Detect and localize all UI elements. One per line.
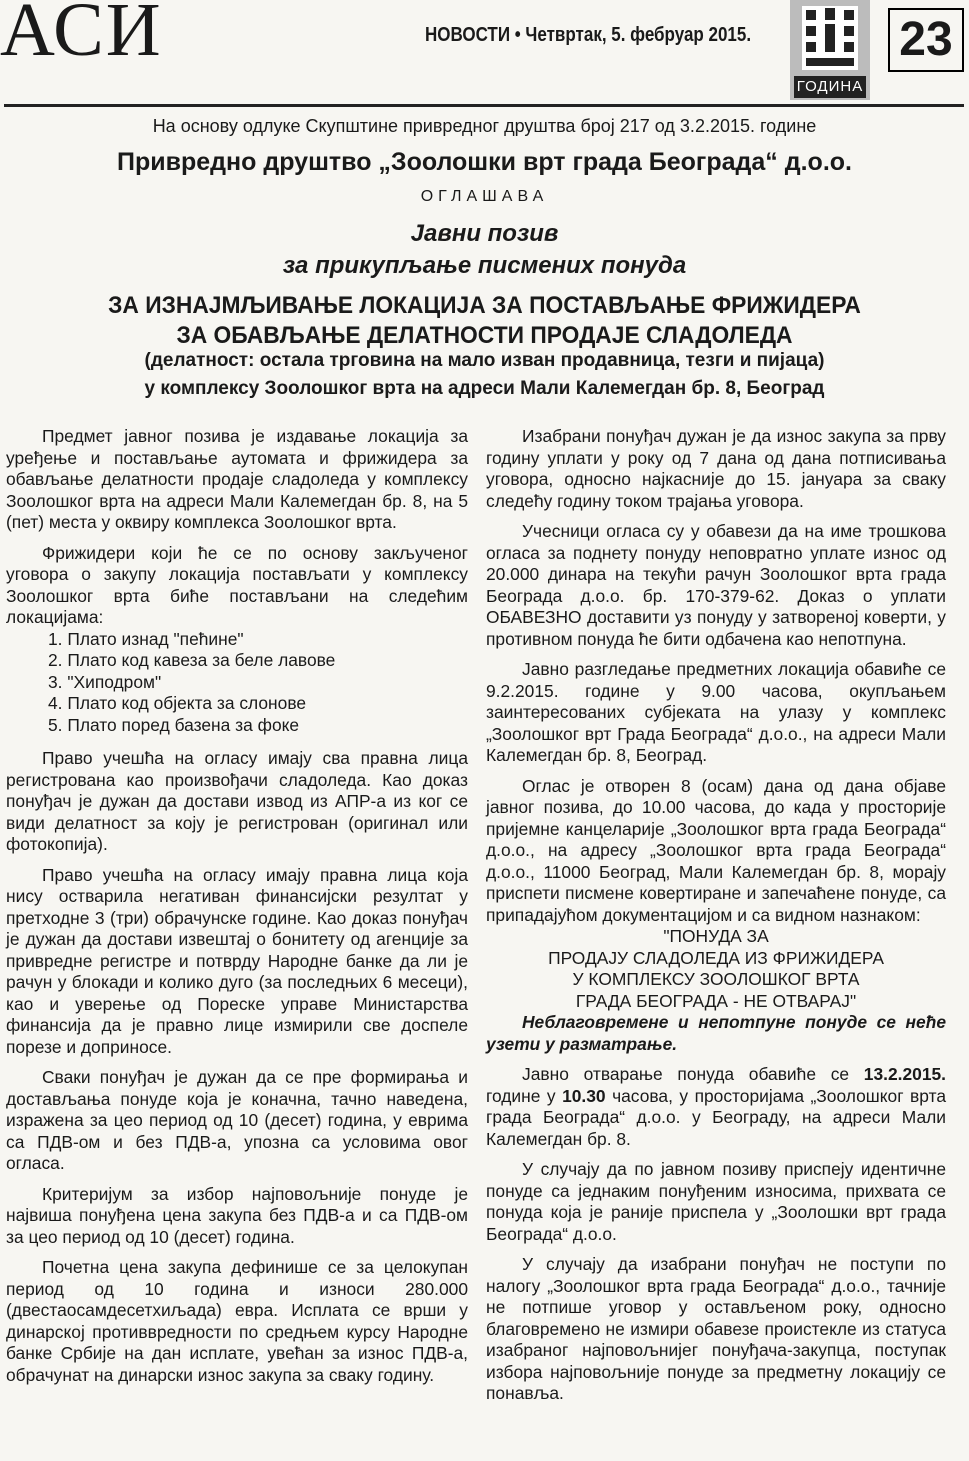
envelope-line: У КОМПЛЕКСУ ЗООЛОШКОГ ВРТА bbox=[572, 969, 860, 989]
list-item: 4. Плато код објекта за слонове bbox=[48, 693, 307, 713]
location-line: у комплексу Зоолошког врта на адреси Мали Калемегдан бр. 8, Београд bbox=[144, 378, 825, 399]
opening-text-b: године у bbox=[486, 1085, 563, 1106]
paragraph: У случају да изабрани понуђач не поступи по налогу „Зоолошког врта града Београда“ д.о.о., тачније не потпише уговор у остављеном року, односно благовремено не измири обавезе проистекле из статуса изабраног најповољнијег понуђача-закупца, поступак избора најповољније понуде за предметну локацију се понавља. bbox=[486, 1254, 946, 1403]
location-list bbox=[6, 629, 468, 737]
opening-text-a: Јавно отварање понуда обавиће се bbox=[522, 1064, 864, 1084]
paragraph: Фрижидери који ће се по основу закљученог уговора о закупу локација постављати у комплексу Зоолошког врта биће постављани на следећим локацијама: bbox=[6, 542, 468, 627]
list-item: 1. Плато изнад "пећине" bbox=[48, 628, 244, 649]
list-item: 2. Плато код кавеза за беле лавове bbox=[48, 650, 336, 670]
anniversary-logo bbox=[790, 0, 870, 100]
list-item: 5. Плато поред базена за фоке bbox=[48, 714, 300, 735]
paragraph: Изабрани понуђач дужан је да износ закупа за прву годину уплати у року од 7 дана од дана потписивања уговора, односно најкасније до 15. јануара за сваку следећу годину током трајања уговора. bbox=[486, 426, 946, 511]
paragraph: У случају да по јавном позиву приспеју идентичне понуде са једнаким понуђеним износима, прихвата се понуда која је раније приспела у „Зоолошки врт града Београда“ д.о.о. bbox=[486, 1159, 946, 1244]
opening-paragraph bbox=[486, 1064, 946, 1150]
page-number: 23 bbox=[888, 8, 964, 72]
paragraph: Јавно разгледање предметних локација обавиће се 9.2.2015. године у 9.00 часова, окупљањем заинтересованих субјеката на улазу у комплекс „Зоолошког врт Града Београда“ д.о.о., на адреси Мали Калемегдан бр. 8, Београд. bbox=[486, 659, 946, 765]
paragraph: Критеријум за избор најповољније понуде је највиша понуђена цена закупа без ПДВ-а и са ПДВ-ом за цео период од 10 (десет) година. bbox=[6, 1183, 468, 1247]
paragraph: Оглас је отворен 8 (осам) дана од дана објаве јавног позива, до 10.00 часова, до када у просторије пријемне канцеларије „Зоолошког врта града Београда“ д.о.о., на адресу „Зоолошког врта града Београда“ д.о.о., 11000 Београд, Мали Калемегдан бр. 8, морају приспети писмене ковертиране и запечаћене понуде, са припадајућом документацијом и са видном назнаком: bbox=[486, 775, 946, 925]
activity-line: (делатност: остала трговина на мало изван продавница, тезги и пијаца) bbox=[144, 350, 825, 371]
opening-time: 10.30 bbox=[562, 1085, 606, 1106]
envelope-line: ГРАДА БЕОГРАДА - НЕ ОТВАРАЈ" bbox=[575, 990, 857, 1011]
subject-line-1: ЗА ИЗНАЈМЉИВАЊЕ ЛОКАЦИЈА ЗА ПОСТАВЉАЊЕ ФРИЖИДЕРА bbox=[108, 292, 861, 319]
call-title-2: за прикупљање писмених понуда bbox=[282, 252, 687, 279]
paragraph: Право учешћа на огласу имају правна лица која нису остварила негативан финансијски резултат у претходне 3 (три) обрачунске године. Као доказ понуђач је дужан да достави извештај о бонитету од агенције за привредне регистре и потврду Народне банке да ли је рачун у блокади и колико дуго (за последњих 6 месеци), као и уверење од Пореске управе Министарства финансија да је правно лице измирили све доспеле порезе и доприносе. bbox=[6, 864, 468, 1057]
subject-line-2: ЗА ОБАВЉАЊЕ ДЕЛАТНОСТИ ПРОДАЈЕ СЛАДОЛЕДА bbox=[176, 322, 793, 349]
basis-line: На основу одлуке Скупштине привредног друштва број 217 од 3.2.2015. године bbox=[152, 116, 817, 136]
paragraph: Почетна цена закупа дефинише се за целокупан период од 10 година и износи 280.000 (двестаосамдесетхиљада) евра. Исплата се врши у динарској противвредности по средњем курсу Народне банке Србије на дан исплате, увећан за износ ПДВ-а, обрачунат на динарски износ закупа за сваку годину. bbox=[6, 1257, 468, 1385]
paragraph: Учесници огласа су у обавези да на име трошкова огласа за поднету понуду неповратно уплате износ од 20.000 динара на текући рачун Зоолошког врта града Београда д.о.о. бр. 170-379-62. Доказ о уплати ОБАВЕЗНО доставити уз понуду у затвореној коверти, у противном понуда ће бити одбачена као непотпуна. bbox=[486, 521, 946, 649]
right-column bbox=[486, 426, 946, 1414]
envelope-line: ПРОДАЈУ СЛАДОЛЕДА ИЗ ФРИЖИДЕРА bbox=[548, 947, 884, 968]
list-item: 3. "Хиподром" bbox=[48, 671, 162, 692]
announces-label: ОГЛАШАВА bbox=[420, 188, 549, 205]
envelope-line: "ПОНУДА ЗА bbox=[663, 926, 769, 946]
paragraph: Сваки понуђач је дужан да се пре формирања и достављања понуде која је коначна, тачно наведена, изражена за цео период од 10 (десет) година, у еврима са ПДВ-ом и без ПДВ-а, упозна са условима овог огласа. bbox=[6, 1067, 468, 1173]
paragraph: Предмет јавног позива је издавање локација за уређење и постављање аутомата и фрижидера за обављање делатности продаје сладоледа у комплексу Зоолошког врта на адреси Мали Калемегдан бр. 8, на 5 (пет) места у оквиру комплекса Зоолошког врта. bbox=[6, 426, 468, 532]
call-title-1: Јавни позив bbox=[410, 220, 559, 247]
company-name: Привредно друштво „Зоолошки врт града Београда“ д.о.о. bbox=[117, 148, 852, 176]
logo-figure-icon bbox=[802, 6, 858, 70]
opening-text-c: часова, у просторијама „Зоолошког врта града Београда“ д.о.о. у Београду, на адреси Мали Калемегдан бр. 8. bbox=[486, 1085, 947, 1149]
paragraph: Право учешћа на огласу имају сва правна лица регистрована као произвођачи сладоледа. Као доказ понуђач је дужан да достави извод из АПР-а из ког се види делатност за коју је регистрован (оригинал или фотокопија). bbox=[6, 748, 468, 854]
late-offers-warning: Неблаговремене и непотпуне понуде се неће узети у разматрање. bbox=[486, 1012, 946, 1054]
left-column bbox=[6, 426, 468, 1395]
dateline: НОВОСТИ • Четвртак, 5. фебруар 2015. bbox=[425, 24, 752, 46]
opening-date: 13.2.2015. bbox=[863, 1064, 946, 1084]
section-masthead: АСИ bbox=[0, 0, 163, 72]
logo-label: ГОДИНА bbox=[794, 76, 866, 98]
